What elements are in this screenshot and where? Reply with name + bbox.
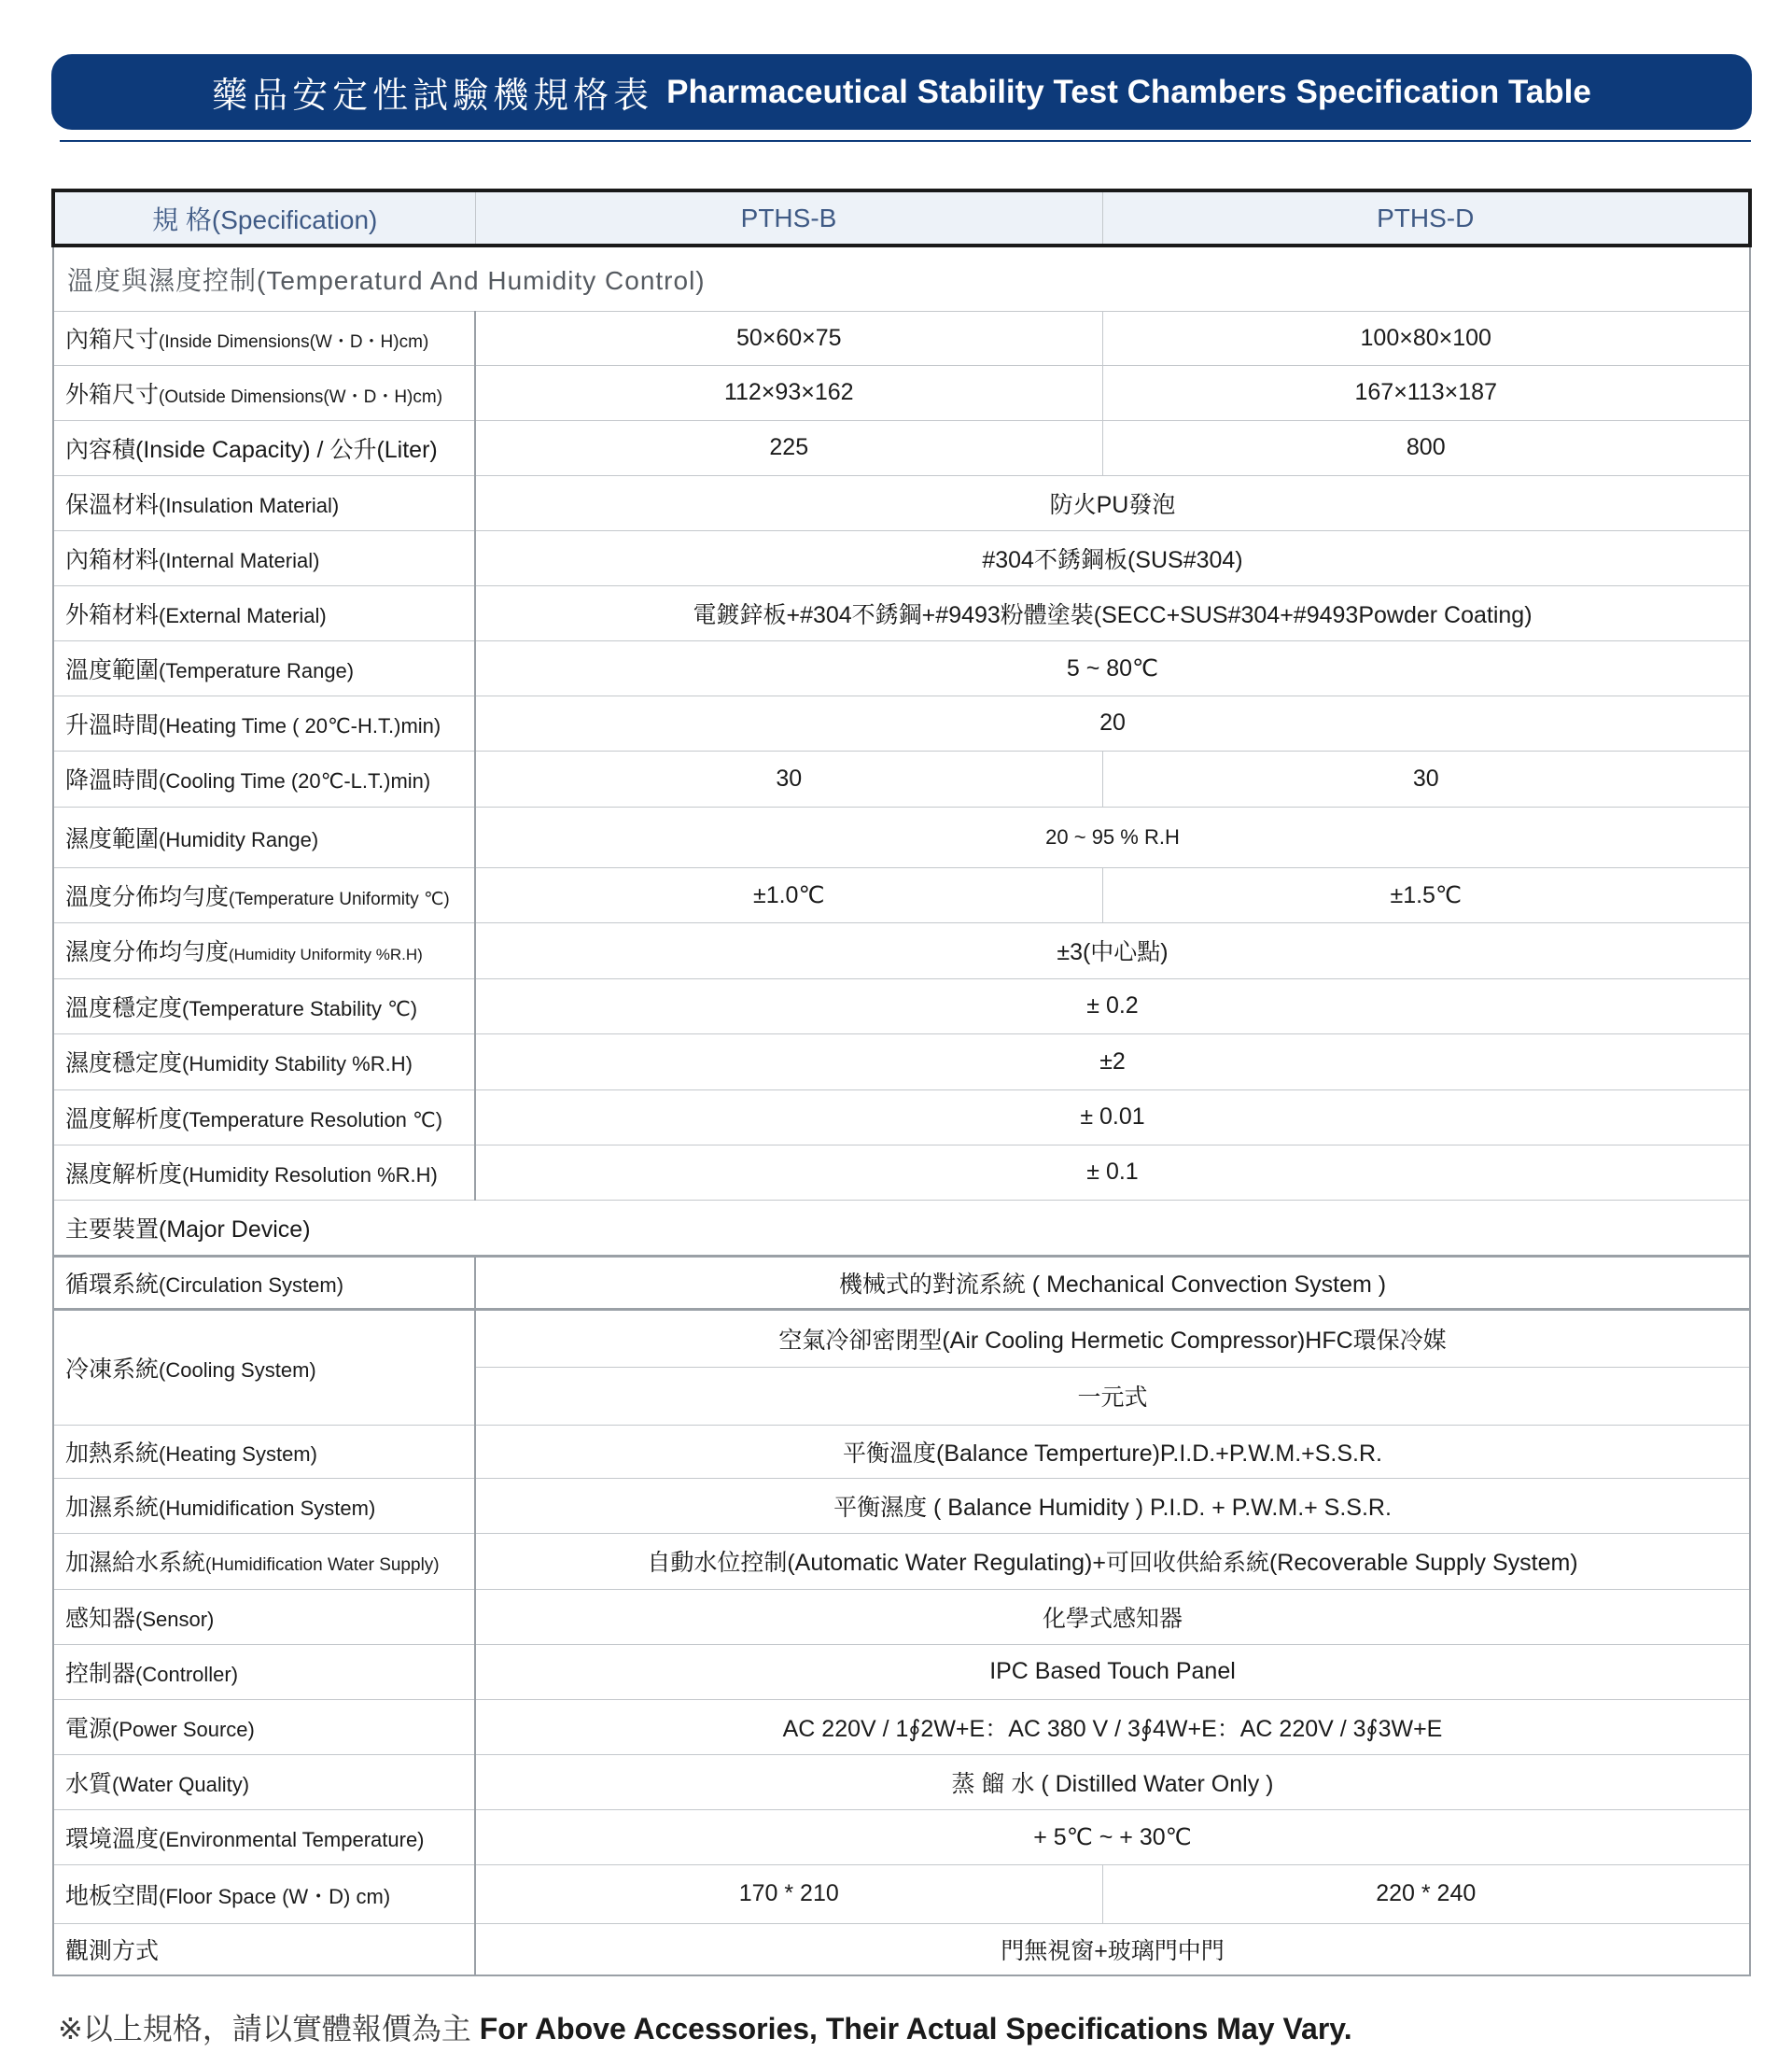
row-label: 地板空間(Floor Space (W・D) cm)	[53, 1864, 475, 1923]
cell-pths-b: 30	[475, 751, 1102, 807]
cell-shared: 平衡溫度(Balance Temperture)P.I.D.+P.W.M.+S.S.R.	[475, 1425, 1750, 1478]
cell-shared: ± 0.2	[475, 978, 1750, 1033]
cell-pths-b: 112×93×162	[475, 365, 1102, 420]
row-label: 循環系統(Circulation System)	[53, 1256, 475, 1309]
title-divider	[60, 140, 1751, 142]
cell-pths-d: 220 * 240	[1102, 1864, 1750, 1923]
table-row	[53, 1033, 1750, 1089]
footnote	[58, 2005, 1352, 2048]
cell-shared: 電鍍鋅板+#304不銹鋼+#9493粉體塗裝(SECC+SUS#304+#9493Powder Coating)	[475, 585, 1750, 640]
row-label: 內箱材料(Internal Material)	[53, 530, 475, 585]
cell-pths-d: 100×80×100	[1102, 311, 1750, 365]
table-row	[53, 640, 1750, 696]
row-label: 溫度穩定度(Temperature Stability ℃)	[53, 978, 475, 1033]
section-major-device	[53, 1200, 1750, 1256]
row-label: 外箱材料(External Material)	[53, 585, 475, 640]
table-row	[53, 807, 1750, 867]
row-label: 內容積(Inside Capacity) / 公升(Liter)	[53, 420, 475, 475]
footnote-zh: ※以上規格，請以實體報價為主	[58, 2011, 471, 2046]
table-header-row	[53, 190, 1750, 246]
table-row	[53, 1864, 1750, 1923]
cell-shared: 蒸 餾 水 ( Distilled Water Only )	[475, 1754, 1750, 1809]
title-en: Pharmaceutical Stability Test Chambers Specification Table	[666, 73, 1591, 110]
table-row	[53, 696, 1750, 751]
cell-pths-d: 30	[1102, 751, 1750, 807]
table-row	[53, 1478, 1750, 1533]
cell-shared: 化學式感知器	[475, 1589, 1750, 1644]
cell-shared: ±2	[475, 1033, 1750, 1089]
table-row	[53, 365, 1750, 420]
cell-shared: 機械式的對流系統 ( Mechanical Convection System )	[475, 1256, 1750, 1309]
section-temp-humidity	[53, 246, 1750, 311]
title-banner	[51, 54, 1752, 130]
cell-pths-b: 170 * 210	[475, 1864, 1102, 1923]
column-header-pths-b: PTHS-B	[475, 190, 1102, 246]
cell-shared: AC 220V / 1∮2W+E：AC 380 V / 3∮4W+E：AC 220V / 3∮3W+E	[475, 1699, 1750, 1754]
row-label: 電源(Power Source)	[53, 1699, 475, 1754]
row-label: 濕度解析度(Humidity Resolution %R.H)	[53, 1145, 475, 1200]
cell-shared: ± 0.01	[475, 1089, 1750, 1145]
cell-shared: 平衡濕度 ( Balance Humidity ) P.I.D. + P.W.M.+ S.S.R.	[475, 1478, 1750, 1533]
row-label: 感知器(Sensor)	[53, 1589, 475, 1644]
table-row	[53, 1644, 1750, 1699]
table-row	[53, 1145, 1750, 1200]
cell-shared: 自動水位控制(Automatic Water Regulating)+可回收供給系統(Recoverable Supply System)	[475, 1533, 1750, 1589]
table-row	[53, 475, 1750, 530]
cell-shared: 20	[475, 696, 1750, 751]
cell-shared: IPC Based Touch Panel	[475, 1644, 1750, 1699]
cell-shared: #304不銹鋼板(SUS#304)	[475, 530, 1750, 585]
table-row	[53, 1256, 1750, 1309]
row-label: 加濕系統(Humidification System)	[53, 1478, 475, 1533]
table-row	[53, 751, 1750, 807]
section-label: 主要裝置(Major Device)	[53, 1200, 1750, 1256]
table-row	[53, 1309, 1750, 1367]
cell-shared: 防火PU發泡	[475, 475, 1750, 530]
section-label: 溫度與濕度控制(Temperaturd And Humidity Control)	[53, 246, 1750, 311]
footnote-en: For Above Accessories, Their Actual Specifications May Vary.	[479, 2012, 1352, 2045]
row-label: 溫度解析度(Temperature Resolution ℃)	[53, 1089, 475, 1145]
row-label: 加熱系統(Heating System)	[53, 1425, 475, 1478]
table-row	[53, 311, 1750, 365]
row-label: 控制器(Controller)	[53, 1644, 475, 1699]
row-label: 溫度範圍(Temperature Range)	[53, 640, 475, 696]
cell-pths-b: 225	[475, 420, 1102, 475]
table-row	[53, 1425, 1750, 1478]
table-row	[53, 585, 1750, 640]
row-label: 觀測方式	[53, 1923, 475, 1975]
row-label: 降溫時間(Cooling Time (20℃-L.T.)min)	[53, 751, 475, 807]
column-header-spec: 規 格(Specification)	[53, 190, 475, 246]
table-row	[53, 420, 1750, 475]
table-row	[53, 1754, 1750, 1809]
row-label: 外箱尺寸(Outside Dimensions(W・D・H)cm)	[53, 365, 475, 420]
cell-pths-b: 50×60×75	[475, 311, 1102, 365]
table-row	[53, 1809, 1750, 1864]
table-row	[53, 530, 1750, 585]
column-header-pths-d: PTHS-D	[1102, 190, 1750, 246]
row-label: 升溫時間(Heating Time ( 20℃-H.T.)min)	[53, 696, 475, 751]
table-row	[53, 1699, 1750, 1754]
cell-pths-d: ±1.5℃	[1102, 867, 1750, 922]
row-label: 濕度範圍(Humidity Range)	[53, 807, 475, 867]
cell-shared: 20 ~ 95 % R.H	[475, 807, 1750, 867]
table-row	[53, 1923, 1750, 1975]
table-row	[53, 867, 1750, 922]
cell-pths-d: 800	[1102, 420, 1750, 475]
cell-shared: ±3(中心點)	[475, 922, 1750, 978]
cell-shared: ± 0.1	[475, 1145, 1750, 1200]
spec-table	[51, 189, 1752, 1976]
row-label: 加濕給水系統(Humidification Water Supply)	[53, 1533, 475, 1589]
cell-shared: + 5℃ ~ + 30℃	[475, 1809, 1750, 1864]
cell-pths-d: 167×113×187	[1102, 365, 1750, 420]
table-row	[53, 922, 1750, 978]
cell-shared: 一元式	[475, 1367, 1750, 1425]
table-row	[53, 1533, 1750, 1589]
cell-shared: 門無視窗+玻璃門中門	[475, 1923, 1750, 1975]
row-label: 水質(Water Quality)	[53, 1754, 475, 1809]
row-label: 環境溫度(Environmental Temperature)	[53, 1809, 475, 1864]
cell-pths-b: ±1.0℃	[475, 867, 1102, 922]
row-label: 濕度穩定度(Humidity Stability %R.H)	[53, 1033, 475, 1089]
row-label: 內箱尺寸(Inside Dimensions(W・D・H)cm)	[53, 311, 475, 365]
cell-shared: 空氣冷卻密閉型(Air Cooling Hermetic Compressor)HFC環保冷媒	[475, 1309, 1750, 1367]
cell-shared: 5 ~ 80℃	[475, 640, 1750, 696]
row-label: 溫度分佈均勻度(Temperature Uniformity ℃)	[53, 867, 475, 922]
table-row	[53, 1589, 1750, 1644]
table-row	[53, 978, 1750, 1033]
row-label: 冷凍系統(Cooling System)	[53, 1309, 475, 1425]
table-row	[53, 1089, 1750, 1145]
row-label: 保溫材料(Insulation Material)	[53, 475, 475, 530]
title-zh: 藥品安定性試驗機規格表	[212, 75, 654, 116]
row-label: 濕度分佈均勻度(Humidity Uniformity %R.H)	[53, 922, 475, 978]
